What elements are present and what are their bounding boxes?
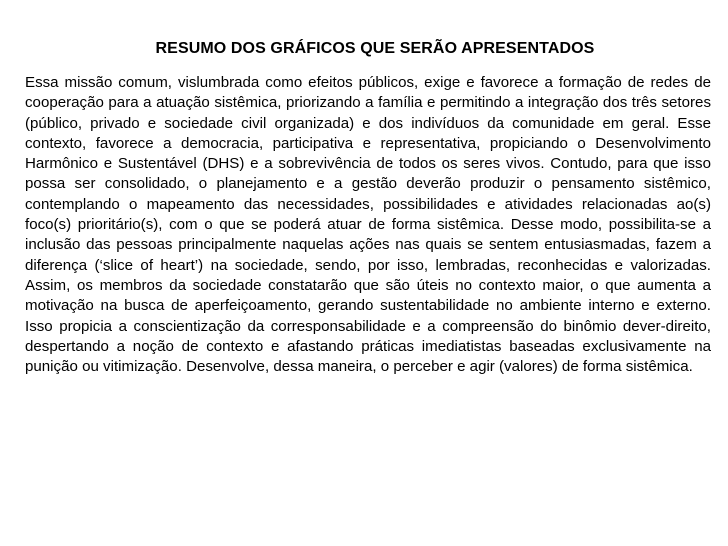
document-body-paragraph: Essa missão comum, vislumbrada como efeitos públicos, exige e favorece a formação de redes de cooperação para a atuação sistêmica, priorizando a família e permitindo a integração dos três setores (público, privado e sociedade civil organizada) e dos indivíduos da comunidade em geral. Esse contexto, favorece a democracia, participativa e representativa, propiciando o Desenvolvimento Harmônico e Sustentável (DHS) e a sobrevivência de todos os seres vivos. Contudo, para que isso possa ser consolidado, o planejamento e a gestão deverão produzir o pensamento sistêmico, contemplando o mapeamento das necessidades, possibilidades e atividades relacionadas ao(s) foco(s) prioritário(s), com o que se poderá atuar de forma sistêmica. Desse modo, possibilita-se a inclusão das pessoas principalmente naquelas ações nas quais se sentem entusiasmadas, fazem a diferença (‘slice of heart’) na sociedade, sendo, por isso, lembradas, reconhecidas e valorizadas. Assim, os membros da sociedade constatarão que são úteis no contexto maior, o que aumenta a motivação na busca de aperfeiçoamento, gerando sustentabilidade no ambiente interno e externo. Isso propicia a conscientização da corresponsabilidade e a compreensão do binômio dever-direito, despertando a noção de contexto e afastando práticas imediatistas baseadas exclusivamente na punição ou vitimização. Desenvolve, dessa maneira, o perceber e agir (valores) de forma sistêmica. <box>25 74 711 376</box>
document-title: RESUMO DOS GRÁFICOS QUE SERÃO APRESENTADOS <box>155 40 595 57</box>
